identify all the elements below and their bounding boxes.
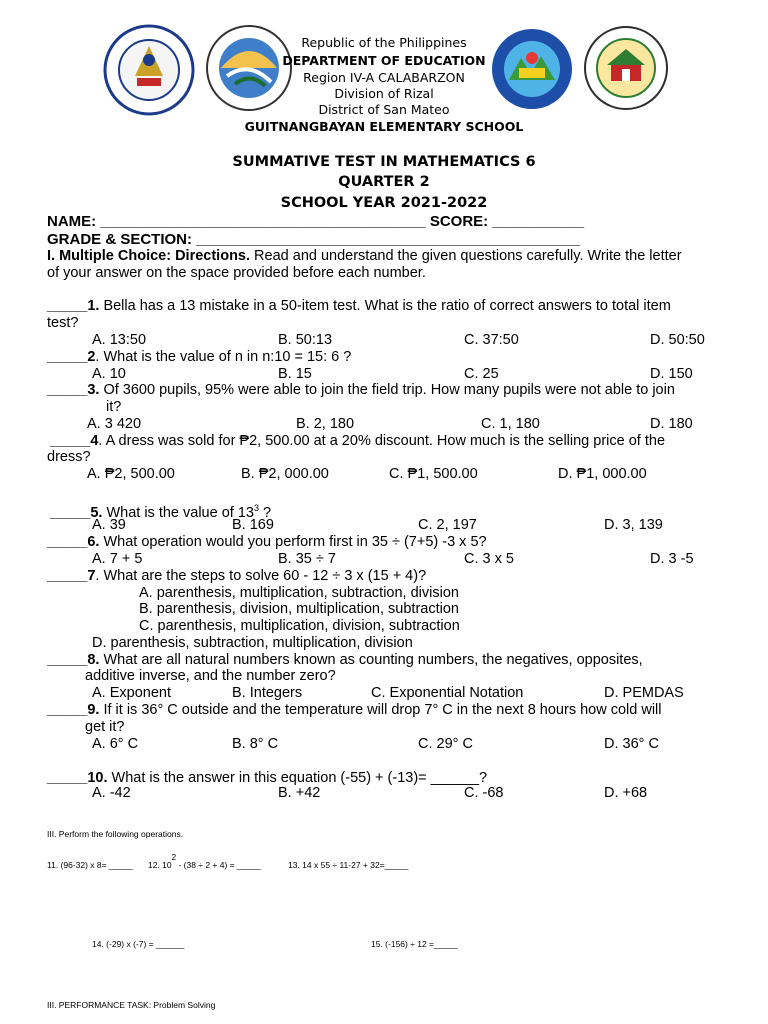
q9-option-c: C. 29° C bbox=[418, 736, 473, 752]
question-1-text-2: test? bbox=[47, 315, 79, 331]
q1-option-b: B. 50:13 bbox=[278, 332, 333, 348]
item-14: 14. (-29) x (-7) = ______ bbox=[92, 939, 185, 949]
q2-option-b: B. 15 bbox=[278, 366, 312, 382]
item-12-text-end: - (38 ÷ 2 + 4) = _____ bbox=[176, 860, 261, 870]
q7-option-d: D. parenthesis, subtraction, multiplication, division bbox=[92, 635, 413, 651]
header-school: GUITNANGBAYAN ELEMENTARY SCHOOL bbox=[244, 119, 524, 134]
answer-blank-9[interactable]: _____9. bbox=[47, 702, 100, 718]
header-republic: Republic of the Philippines bbox=[301, 35, 467, 50]
q5-option-d: D. 3, 139 bbox=[604, 517, 663, 533]
item-11: 11. (96-32) x 8= _____ bbox=[47, 860, 133, 870]
q4-option-a: A. ₱2, 500.00 bbox=[87, 466, 175, 482]
part3-heading: III. PERFORMANCE TASK: Problem Solving bbox=[47, 1000, 216, 1010]
question-6 bbox=[47, 534, 487, 550]
q9-option-a: A. 6° C bbox=[92, 736, 139, 752]
test-school-year: SCHOOL YEAR 2021-2022 bbox=[280, 195, 488, 211]
answer-blank-4[interactable]: _____4 bbox=[50, 433, 99, 449]
q2-option-d: D. 150 bbox=[650, 366, 693, 382]
question-1 bbox=[47, 298, 671, 314]
exponent-3: 3 bbox=[253, 503, 259, 513]
question-9-text: If it is 36° C outside and the temperature will drop 7° C in the next 8 hours how cold will bbox=[99, 702, 662, 718]
test-title: SUMMATIVE TEST IN MATHEMATICS 6 bbox=[232, 154, 536, 170]
item-15: 15. (-156) ÷ 12 =_____ bbox=[371, 939, 458, 949]
question-8-text: What are all natural numbers known as counting numbers, the negatives, opposites, bbox=[99, 652, 643, 668]
question-2-text: . What is the value of n in n:10 = 15: 6 ? bbox=[95, 349, 352, 365]
question-5-text-end: ? bbox=[258, 504, 272, 521]
question-2 bbox=[47, 349, 351, 365]
q1-option-d: D. 50:50 bbox=[650, 332, 705, 348]
header-division: Division of Rizal bbox=[334, 86, 434, 101]
question-7-text: . What are the steps to solve 60 - 12 ÷ 3 x (15 + 4)? bbox=[95, 568, 427, 584]
q8-option-b: B. Integers bbox=[232, 685, 303, 701]
item-12 bbox=[148, 853, 261, 870]
directions-text-2: of your answer on the space provided before each number. bbox=[47, 265, 426, 281]
q4-option-c: C. ₱1, 500.00 bbox=[389, 466, 478, 482]
q5-option-c: C. 2, 197 bbox=[418, 517, 477, 533]
question-9-text-2: get it? bbox=[85, 719, 125, 735]
answer-blank-8[interactable]: _____8. bbox=[47, 652, 100, 668]
question-3-text-2: it? bbox=[106, 399, 122, 415]
question-4-text: . A dress was sold for ₱2, 500.00 at a 20% discount. How much is the selling price of the bbox=[98, 433, 666, 449]
q2-option-c: C. 25 bbox=[464, 366, 499, 382]
question-8-text-2: additive inverse, and the number zero? bbox=[85, 668, 336, 684]
question-3 bbox=[47, 382, 675, 398]
q3-option-c: C. 1, 180 bbox=[481, 416, 540, 432]
q9-option-b: B. 8° C bbox=[232, 736, 279, 752]
q7-option-b: B. parenthesis, division, multiplication, subtraction bbox=[139, 601, 459, 617]
directions bbox=[47, 248, 682, 264]
q1-option-a: A. 13:50 bbox=[92, 332, 147, 348]
directions-text-1: Read and understand the given questions carefully. Write the letter bbox=[250, 248, 682, 264]
q6-option-c: C. 3 x 5 bbox=[464, 551, 514, 567]
q1-option-c: C. 37:50 bbox=[464, 332, 519, 348]
q6-option-d: D. 3 -5 bbox=[650, 551, 694, 567]
answer-blank-5[interactable]: _____5. bbox=[50, 504, 103, 521]
item-13: 13. 14 x 55 ÷ 11-27 + 32=_____ bbox=[288, 860, 409, 870]
grade-section-field[interactable]: GRADE & SECTION: ______________________________________________ bbox=[47, 231, 580, 248]
question-5-text: What is the value of 13 bbox=[102, 504, 254, 521]
q7-option-a: A. parenthesis, multiplication, subtraction, division bbox=[139, 585, 459, 601]
question-10-text: What is the answer in this equation (-55) + (-13)= ______? bbox=[107, 770, 488, 786]
q5-option-a: A. 39 bbox=[92, 517, 126, 533]
q8-option-d: D. PEMDAS bbox=[604, 685, 684, 701]
q6-option-a: A. 7 + 5 bbox=[92, 551, 143, 567]
header-deped: DEPARTMENT OF EDUCATION bbox=[282, 53, 486, 68]
q10-option-a: A. -42 bbox=[92, 785, 131, 801]
answer-blank-6[interactable]: _____6. bbox=[47, 534, 100, 550]
question-9 bbox=[47, 702, 662, 718]
answer-blank-1[interactable]: _____1. bbox=[47, 298, 100, 314]
question-4-text-2: dress? bbox=[47, 449, 91, 465]
q8-option-a: A. Exponent bbox=[92, 685, 171, 701]
q3-option-b: B. 2, 180 bbox=[296, 416, 355, 432]
part2-heading: III. Perform the following operations. bbox=[47, 829, 184, 839]
q8-option-c: C. Exponential Notation bbox=[371, 685, 524, 701]
q9-option-d: D. 36° C bbox=[604, 736, 659, 752]
q10-option-d: D. +68 bbox=[604, 785, 648, 801]
q10-option-b: B. +42 bbox=[278, 785, 321, 801]
q2-option-a: A. 10 bbox=[92, 366, 126, 382]
header-region: Region IV-A CALABARZON bbox=[303, 70, 465, 85]
test-quarter: QUARTER 2 bbox=[338, 174, 430, 190]
question-10 bbox=[47, 770, 487, 786]
q3-option-d: D. 180 bbox=[650, 416, 693, 432]
question-1-text: Bella has a 13 mistake in a 50-item test. What is the ratio of correct answers to total item bbox=[99, 298, 671, 314]
header-district: District of San Mateo bbox=[318, 102, 450, 117]
name-score-field[interactable]: NAME: _______________________________________ SCORE: ___________ bbox=[47, 213, 585, 230]
q6-option-b: B. 35 ÷ 7 bbox=[278, 551, 336, 567]
q3-option-a: A. 3 420 bbox=[87, 416, 142, 432]
item-12-text: 12. 10 bbox=[148, 860, 172, 870]
q4-option-b: B. ₱2, 000.00 bbox=[241, 466, 329, 482]
q4-option-d: D. ₱1, 000.00 bbox=[558, 466, 647, 482]
item-12-exponent: 2 bbox=[171, 853, 177, 862]
answer-blank-7[interactable]: _____7 bbox=[47, 568, 96, 584]
answer-blank-2[interactable]: _____2 bbox=[47, 349, 96, 365]
question-7 bbox=[47, 568, 426, 584]
directions-label: I. Multiple Choice: Directions. bbox=[47, 248, 251, 264]
question-3-text: Of 3600 pupils, 95% were able to join the field trip. How many pupils were not able to join bbox=[99, 382, 675, 398]
answer-blank-10[interactable]: _____10. bbox=[47, 770, 108, 786]
question-4 bbox=[50, 433, 665, 449]
q7-option-c: C. parenthesis, multiplication, division, subtraction bbox=[139, 618, 460, 634]
question-6-text: What operation would you perform first in 35 ÷ (7+5) -3 x 5? bbox=[99, 534, 487, 550]
q10-option-c: C. -68 bbox=[464, 785, 504, 801]
q5-option-b: B. 169 bbox=[232, 517, 274, 533]
answer-blank-3[interactable]: _____3. bbox=[47, 382, 100, 398]
question-8 bbox=[47, 652, 643, 668]
